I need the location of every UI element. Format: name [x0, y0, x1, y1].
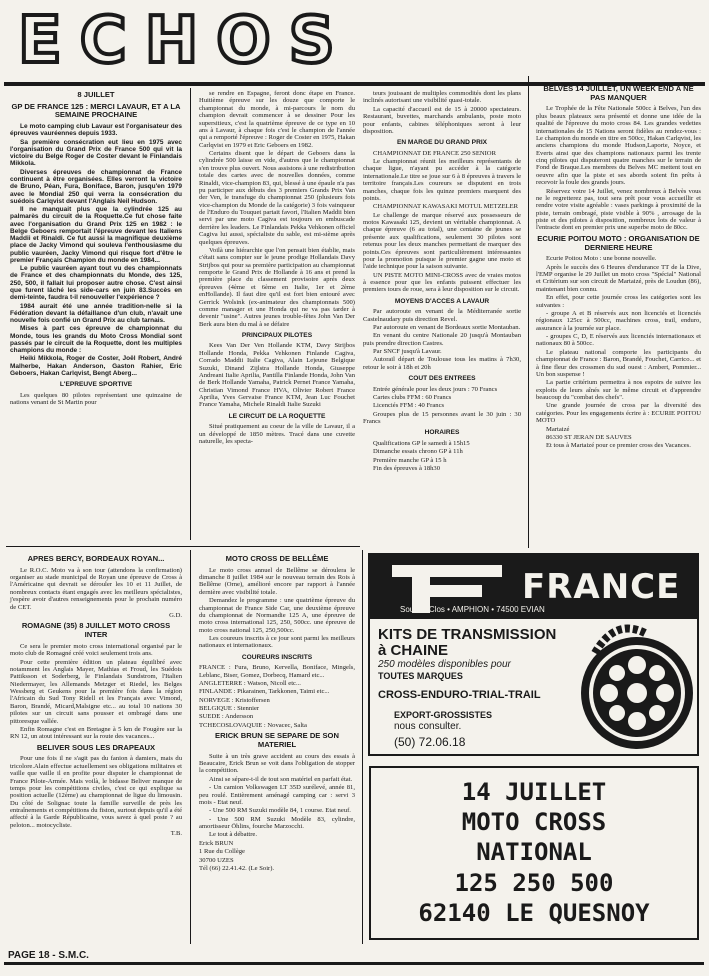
- section-divider: [6, 546, 360, 547]
- col3-paragraph: CHAMPIONNAT KAWASAKI MOTUL METZELER: [373, 203, 519, 211]
- col3-paragraph: En venant du centre Nationale 20 jusqu'à Montauban puis prendre direction Castres.: [363, 332, 521, 347]
- ad-banner: [370, 555, 697, 619]
- col3-paragraph: Par autoroute en venant de la Méditerranée sortie Castelnaudary puis direction Revel.: [363, 308, 521, 323]
- ad-subtitle: 250 modèles disponibles pour: [378, 659, 511, 670]
- col1-date: 8 JUILLET: [77, 90, 115, 99]
- bottom2-paragraph: Les coureurs inscrits à ce jour sont parmi les meilleurs nationaux et internationaux.: [199, 635, 355, 650]
- ad-export: EXPORT-GROSSISTES: [394, 710, 493, 720]
- col4-paragraph: Martaizé: [546, 425, 570, 433]
- col4-paragraph: Le plateau national comporte les participants du championnat de France : Baron, Brandé, Fouchet, Carrico... et à fine fleur des crossmen du sud ouest : Ambert, Pommier... Un bon suspense !: [536, 348, 701, 378]
- col2-paragraph: Certains disent que le départ de Geboers dans la cylindrée 500 laisse en vide, d'autres que le championnat s'en trouve plus ouvert. Nous assistons à une redistribution totale des cartes avec de nouvelles données, comme Rinaldi, vice-champion 83, qui, blessé à une épaule n'a pas pu participer aux débuts des 3 premiers Grands Prix Van der Ven, le transfuge du championnat 250 (plusieurs fois vice-champion du Monde de la catégorie) 3 fois vainqueur de l'Enduro du Touquet partait favori, l'Italien Maddii bien servi par une moto Cagiva est toujours en embuscade derrière les leaders. Le Finlandais Pekka Vehkonen officiel Cagiva lui aussi, spécialiste du sable, est mi-sième après quelques épreuves.: [199, 150, 355, 246]
- col1-paragraph: Le moto camping club Lavaur est l'organisateur des épreuves vauréennes depuis 1933.: [10, 123, 182, 138]
- bottom-rule: [4, 962, 704, 965]
- col3-line: Licenciés FFM : 40 Francs: [373, 402, 445, 410]
- bottom2-paragraph: - Une 500 RM Suzuki modèle 84, 1 course. Etat neuf.: [209, 807, 351, 815]
- col3-paragraph: Par autoroute en venant de Bordeaux sortie Montauban.: [373, 323, 521, 331]
- bottom2-line: Tél (66) 22.41.42. (Le Soir).: [199, 864, 275, 872]
- col3-paragraph: CHAMPIONNAT DE FRANCE 250 SENIOR: [373, 149, 496, 157]
- bottom2-paragraph: Suite à un très grave accident au cours des essais à Beaucaire, Erick Brun se voit dans l'obligation de stopper la compétition.: [199, 752, 355, 775]
- bottom1-heading: ROMAGNE (35) 8 JUILLET MOTO CROSS INTER: [21, 621, 171, 640]
- col3-heading: MOYENS D'ACCES A LAVAUR: [394, 297, 490, 305]
- col3-line: Cartes clubs FFM : 60 Francs: [373, 393, 452, 401]
- bottom2-line: ANGLETERRE : Watson, Nicoll etc...: [199, 679, 301, 687]
- bottom2-subheading: COUREURS INSCRITS: [241, 653, 313, 661]
- ad-cross: CROSS-ENDURO-TRIAL-TRAIL: [378, 689, 541, 701]
- col1-paragraph: Heiki Mikkola, Roger de Coster, Joël Robert, André Malherbe, Hakan Anderson, Gaston Rahier, Eric Geboers, Hakan Carlqvist, Bengt Aberg...: [10, 355, 182, 377]
- bottom2-line: NORVEGE : Kristoffersen: [199, 696, 270, 704]
- ad-address: Sous le Clos • AMPHION • 74500 EVIAN: [400, 605, 545, 614]
- col1-paragraph: Le public vauréen ayant tout vu des championnats de France et des championnats du Monde, des 125, 250, 500, il fallait lui proposer autre chose. C'est ainsi que furent lâché les side-cars en juin 83.Succès en demi-teinte, faudra t-il renouveller l'expérience ?: [10, 265, 182, 302]
- col3-heading: EN MARGE DU GRAND PRIX: [396, 139, 488, 147]
- col4-paragraph: Réservez votre 14 Juillet, venez nombreux à Belvès vous ne le regretterez pas, tout sera prêt pour vous accueillir et rendre votre visite agréable : vases parkings à proximité de la piste, terrain ombragé, piste visible à 90% , arrosage de la piste et des pilotes à disposition, nombreux lots de valeur à l'entracte dont en premier prix une superbe moto de 80cc.: [536, 187, 701, 232]
- bottom2-paragraph: - Un camion Volkswagen LT 35D surélevé, année 81, peu roulé. Entièrement aménagé camping car : servi 3 mois - Etat neuf.: [199, 784, 355, 806]
- col4-headline: BELVES 14 JUILLET, UN WEEK END A NE PAS MANQUER: [543, 84, 694, 102]
- masthead: [18, 4, 590, 80]
- ad-kits: KITS DE TRANSMISSION à CHAINE: [378, 626, 557, 659]
- sprocket-chain-icon: [575, 613, 695, 763]
- poster-line: NATIONAL: [476, 838, 592, 867]
- col2-pilots: Kees Van Der Ven Hollande KTM, Davy Strijbos Hollande Honda, Pekka Vehkonen Finlande Cagiva, Corrado Maddii Italie Cagiva, Alain Lejeune Belgique Suzuki, Dinand Zijlstra Hollande Honda, Giuseppe Andreani Italie Aprilia, Pantilla Finlande Honda, John Van de Berk Hollande Yamaha, Patrick Pernet France Yamaha, Christian Vimond France HVA, Olivier Robert France Aprilia, Yves Gervaise France KTM, Jean Luc Fouchet France Yamaha, Michele Rinaldi Italie Suzuki: [199, 342, 355, 409]
- poster-line: 125 250 500: [454, 868, 614, 897]
- col1-paragraph: Sa première consécration eut lieu en 1975 avec l'organisation du Grand Prix de France 500 qui vit la victoire du Belge Roger de Coster devant le Finlandais Mikkola.: [10, 138, 182, 168]
- col3-paragraph: Le challenge de marque réservé aux possesseurs de motos Kawasaki 125, devient un véritable championnat. A chaque épreuve (6 au total), une centaine de jeunes se présente aux qualifications, seulement 30 pilotes sont retenus pour les deux manches permettant de marquer des points.Ces épreuves sont particulièrement intéressantes pour la promotion puisque le premier gagne une moto et l'aide technique pour la saison suivante.: [363, 211, 521, 271]
- bottom2-paragraph: Le tout à débattre.: [209, 831, 257, 839]
- col2-paragraph: se rendre en Espagne, feront donc étape en France. Huitième épreuve sur les douze que comporte le championnat du monde, à mi-parcours le nom du champion devrait commencer à se dessiner Pour les supersitieux, c'est la quatrième épreuve de ce type en 10 ans à Lavaur, à chaque fois c'est le champion de l'année qui a remporté l'épreuve : Roger de Coster en 1975, Hakan Carlqvist en 1979 et Eric Geboers en 1982.: [199, 90, 355, 149]
- col1-sub-paragraph: Les quelques 80 pilotes représentant une quinzaine de nations venant de St Martin pour: [10, 391, 182, 406]
- col3-intro: teurs jouissant de multiples commodités dont les plans inclinés autorisant une visibilité quasi-totale.: [363, 90, 521, 105]
- page-footer: PAGE 18 - S.M.C.: [8, 950, 89, 961]
- col3-line: Qualifications GP le samedi à 15h15: [373, 439, 470, 447]
- col1-paragraph: Il ne manquait plus que la cylindrée 125 au palmarès du circuit de la Roquette.Ce fut chose faite avec l'organisation du Grand Prix 125 en 1982 : le Belge Geboers remportait l'épreuve devant les Italiens Maddii et Rinaldi. Ce fut aussi la magnifique deuxième place de Jacky Vimond qui souleva l'enthousiasme du public vauréen, Jacky Vimond qui risque fort d'être le premier Français Champion du monde en 1984...: [10, 206, 182, 264]
- col2-principal-heading: PRINCIPAUX PILOTES: [241, 332, 313, 339]
- col2-circuit-heading: LE CIRCUIT DE LA ROQUETTE: [228, 412, 326, 420]
- bottom1-paragraph: Pour cette première édition un plateau équilibré avec notamment les Anglais Mayer, Mathias et Froud, les Suédois Pattiksson et Soderberg, le Finlandais Sundstrom, l'Italien Niedermayer, les Allemands Metzger et Riedel, les Belges Wessberg et Geukens pour la première fois dans la région l'Africain du Sud Tony Ridell et les Français avec Vimond, Baron, Brandé, Micard,Malsigne etc... au total 10 nations 30 pilotes sur un circuit sans pousser et ombragé dans une pittoresque vallée.: [10, 658, 182, 725]
- bottom1-article: [10, 552, 182, 839]
- col1-paragraph: 1984 aurait été une année tradition-nelle si la Fédération devant la défaillance d'un club, n'avait une nouvelle fois confié un Grand Prix au club tarnais.: [10, 302, 182, 325]
- col3-line: Première manche GP à 15 h: [373, 456, 447, 464]
- bottom2-line: Erick BRUN: [199, 839, 234, 847]
- col3-paragraph: UN PISTE MOTO MINI-CROSS avec de vraies motos à essence pour que les enfants puissent effectuer les premiers tours de roue, sera à leur disposition sur le circuit.: [363, 271, 521, 294]
- col4-paragraph: Une grande journée de cross par la diversité des catégories. Pour les engagements écrire à : ECURIE POITOU MOTO: [536, 402, 701, 425]
- bottom1-paragraph: Ce sera le premier moto cross international organisé par le moto club de Romagné créé voici seulement trois ans.: [10, 642, 182, 658]
- col3-heading: HORAIRES: [424, 429, 460, 437]
- col4-article: [536, 82, 701, 451]
- bottom2-line: FINLANDE : Pikarainen, Tarkkonen, Taimi etc...: [199, 688, 330, 696]
- col1-subheading: L'EPREUVE SPORTIVE: [59, 381, 133, 389]
- bottom1-paragraph: Enfin Romagne c'est en Bretagne à 5 km de Fougère sur la RN 12, un atout intéressant sur la route des vacances...: [10, 725, 182, 741]
- col3-line: Groupes plus de 15 personnes avant le 30 juin : 30 Francs: [363, 410, 521, 425]
- col2-paragraph: Voilà une hiérarchie que l'on pensait bien établie, mais c'était sans compter sur le jeune prodige Hollandais Davy Strijbos qui pour sa première participation au championnat remporte le Grand Prix de Hollande à 16 ans et prend la première place du classement provisoire après deux épreuves (4ème et 6ème en Italie, 1er et 2ème enHollande). Il faut dire qu'il est fort bien entouré avec Gerrick Wolsink (ex-animateur des championnats 500) comme manager et une Honda qui ne va pas tarder à devenir "usine". Autres jeunes trouble-fêtes John Van Der Berk aura bien du mal à se défaire: [199, 246, 355, 328]
- col3-paragraph: Autorail départ de Toulouse tous les matins à 7h30, retour le soir à 18h et 20h: [363, 356, 521, 371]
- col3-article: [363, 90, 521, 473]
- col3-line: Dimanche essais chrono GP à 11h: [373, 448, 463, 456]
- bottom2-heading: ERICK BRUN SE SEPARE DE SON MATERIEL: [215, 731, 339, 749]
- bottom2-line: SUEDE : Andersson: [199, 713, 254, 721]
- col4-paragraph: - groupe A et B réservés aux non licenciés et licenciés régionaux 125cc à 500cc, machines cross, trail, enduro, assurance à la journée sur place.: [536, 309, 701, 332]
- col3-line: Fin des épreuves à 18h30: [373, 464, 441, 472]
- bottom1-paragraph: Le R.O.C. Moto va à son tour (attendons la confirmation) organiser au stade municipal de Royan une épreuve de Cross à l'Américaine qui devrait se dérouler les 10 et 11 Juillet, de nombreux contacts étant engagés avec les meilleurs spécialistes, j'espère avoir d'autres renseignements pour le prochain numéro de CET.: [10, 566, 182, 611]
- bottom2-heading: MOTO CROSS DE BELLÊME: [225, 554, 329, 563]
- col4-headline2: ECURIE POITOU MOTO : ORGANISATION DE DERNIERE HEURE: [537, 233, 700, 252]
- bottom2-line: FRANCE : Fura, Bruno, Kervella, Boniface, Mingels, Leblanc, Biser, Gomez, Dorbecq, Hamard etc...: [199, 664, 355, 679]
- col3-heading: COUT DES ENTREES: [408, 375, 476, 383]
- column-divider: [528, 76, 529, 548]
- poster-line: 14 JUILLET: [461, 778, 607, 806]
- col4-paragraph: - groupes C, D, E réservés aux licenciés internationaux et nationaux 80 à 500cc.: [536, 333, 701, 348]
- bottom2-line: BELGIQUE : Stennier: [199, 705, 260, 713]
- bottom1-sign: G.D.: [169, 611, 182, 619]
- col2-circuit-text: Situé pratiquement au coeur de la ville de Lavaur, il a un développé de 1850 mètres. Tracé dans une cuvette naturelle, les specta-: [199, 423, 355, 445]
- column-divider: [362, 550, 363, 944]
- col1-paragraph: Mises à part ces épreuve de championnat du Monde, tous les grands du Moto Cross Mondial sont passés par le circuit de la Roquette, dont les multiples champions du monde :: [10, 325, 182, 355]
- event-poster: [369, 766, 699, 940]
- col2-article: [199, 90, 355, 446]
- ad-phone: (50) 72.06.18: [394, 735, 466, 749]
- poster-line: MOTO CROSS: [461, 808, 607, 837]
- ad-brand: FRANCE: [522, 567, 681, 607]
- col4-paragraph: 86330 ST JERAN DE SAUVES: [546, 433, 632, 441]
- column-divider: [190, 550, 191, 944]
- col4-paragraph: Le Trophée de la Fête Nationale 500cc à Belves, l'un des plus beaux plateaux sera présenté et donne une idée de la qualité de l'épreuve du moto cross 84. Les grandes vedettes internationales de 15 Nations seront fidèles au rendez-vous : Le champion du monde en titre en 500cc, Hakan Carlqvist, les anciens champions du monde Hudson,Laporte, Noyce, et Everts ainsi que des champions nationaux parmi les trente cinq pilotes qui disputeront quatre manches sur le terrain de Fond de Braque.Les membres du Belves MC mettent tout en oeuvre afin que la piste et ses abords soient fin prêts à recevoir la foule des grands jours.: [536, 105, 701, 187]
- bottom1-heading: APRES BERCY, BORDEAUX ROYAN...: [27, 554, 165, 563]
- col4-paragraph: En effet, pour cette journée cross les catégories sont les suivantes :: [536, 294, 701, 309]
- col1-article: [10, 88, 182, 407]
- bottom1-heading: BELIVER SOUS LES DRAPEAUX: [36, 742, 156, 752]
- bottom2-line: TCHECOSLOVAQUIE : Novacec, Salta: [199, 721, 307, 729]
- bottom2-article: [199, 552, 355, 873]
- col4-paragraph: Et tous à Martaizé pour ce premier cross des Vacances.: [546, 442, 691, 450]
- bottom2-paragraph: - Une 500 RM Suzuki Modèle 83, cylindre, amortisseur Öhlins, fourche Marzocchi.: [199, 815, 355, 831]
- col3-intro: La capacité d'accueil est de 15 à 20000 spectateurs. Restaurant, buvettes, marchands ambulants, poste moto pour enfants, cabines téléphoniques seront à leur disposition.: [363, 105, 521, 135]
- bottom2-line: 1 Rue du Collège: [199, 848, 245, 856]
- bottom1-paragraph: Pour une fois il ne s'agit pas du fanion à damiers, mais du tricolore.Alain effectue actuellement ses obligations militaires et vaille que vaille il en profite pour disputer le championnat de France Pilote-Armée. Mais voilà, le bidasse Beliver manque de temps pour les compétitions civiles, c'est ce qui explique sa position actuelle (12ème) au championnat de ligue du limousin. Du côté de Solignac toute la famille surveille de près les entraînements et compétitions du fiston, surtout depuis qu'il a été affecté à la Garde Républicaine, vous savez à quel poste ? au peloton... motocycliste.: [10, 755, 182, 829]
- col1-paragraph: Diverses épreuves de championnat de France continuent à être organisées. Elles verront la victoire de Bruno, Péan, Fura, Boniface, Baron, jusqu'en 1979 avec le Mondial 250 qui verra la consécration du suédois Carlqvist devant l'Anglais Neil Hudson.: [10, 168, 182, 205]
- col4-paragraph: Ecurie Poitou Moto : une bonne nouvelle.: [546, 255, 657, 263]
- bottom1-sign: T.B.: [170, 830, 182, 838]
- col3-paragraph: Le championnat réunit les meilleurs représentants de chaque ligue, n'ayant pu accéder à la catégorie internationale.Le titre se joue sur 6 à 8 épreuves à travers le territoire français.Les coureurs se disputent en trois manches, chaque fois les quinze premiers marquent des points.: [363, 158, 521, 202]
- col4-paragraph: La partie critérium permettra à nos espoirs de suivre les exploits de leurs aînés sur le même circuit et d'apprendre beaucoup du "combat des chefs".: [536, 379, 701, 401]
- bottom2-paragraph: Le moto cross annuel de Bellême se déroulera le dimanche 8 juillet 1984 sur le nouveau terrain des Rois à Bellême (Orne), amélioré encore par rapport à l'année dernière avec visibilité totale.: [199, 566, 355, 596]
- poster-line: 62140 LE QUESNOY: [418, 898, 650, 927]
- bottom2-line: 30700 UZES: [199, 856, 234, 864]
- advertisement: [368, 553, 699, 756]
- col3-line: Entrée générale pour les deux jours : 70 Francs: [373, 385, 498, 393]
- ad-consult: nous consulter.: [394, 721, 462, 732]
- col1-headline: GP DE FRANCE 125 : MERCI LAVAUR, ET A LA SEMAINE PROCHAINE: [11, 101, 181, 120]
- bottom2-paragraph: Demandez le programme : une quatrième épreuve du championnat de France Side Car, une deuxième épreuve du championnat de Normandie 125 A, une épreuve de moto cross international 125, 250, 500cc. une épreuve de moto cross national 125, 250,500cc.: [199, 597, 355, 634]
- col3-paragraph: Par SNCF jusqu'à Lavaur.: [373, 348, 442, 355]
- column-divider: [190, 88, 191, 540]
- col4-paragraph: Après le succès des 6 Heures d'endurance TT de la Dive, l'EMP organise le 29 Juillet un moto cross "Spécial" National et Critérium sur son circuit de Martaizé, près de Loudun (86), maintenant bien connu.: [536, 263, 701, 293]
- ad-marques: TOUTES MARQUES: [378, 671, 463, 681]
- masthead-title: ECHOS: [18, 4, 353, 78]
- bottom2-paragraph: Ainsi se sépare-t-il de tout son matériel en parfait état.: [209, 775, 353, 783]
